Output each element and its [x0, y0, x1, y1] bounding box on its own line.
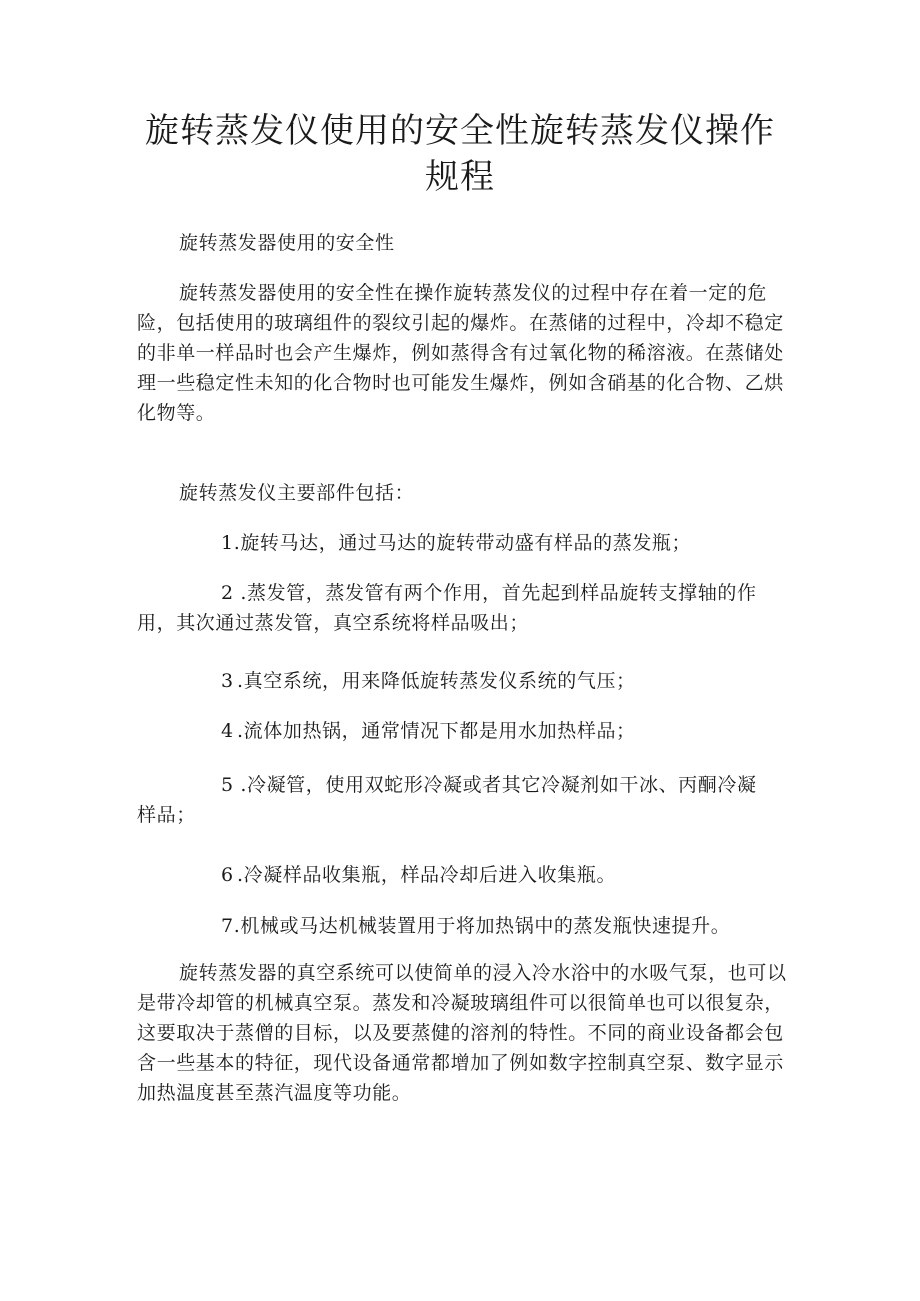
list-item: [137, 716, 789, 746]
list-item: [137, 666, 789, 696]
parts-heading: 旋转蒸发仪主要部件包括：: [179, 482, 415, 504]
list-item-number: 2 .: [221, 582, 247, 604]
document-title: 旋转蒸发仪使用的安全性旋转蒸发仪操作规程: [145, 111, 775, 197]
list-item-number: 3: [221, 670, 234, 692]
intro-paragraph: 旋转蒸发器使用的安全性在操作旋转蒸发仪的过程中存在着一定的危险，包括使用的玻璃组件的裂纹引起的爆炸。在蒸储的过程中，冷却不稳定的非单一样品时也会产生爆炸，例如蒸得含有过氧化物的稀溶液。在蒸储处理一些稳定性未知的化合物时也可能发生爆炸，例如含硝基的化合物、乙烘化物等。: [137, 282, 784, 424]
list-item: [137, 578, 789, 638]
list-item-text: 冷凝管，使用双蛇形冷凝或者其它冷凝剂如干冰、丙酮冷凝样品；: [137, 774, 757, 826]
list-item-text: .冷凝样品收集瓶，样品冷却后进入收集瓶。: [237, 864, 617, 886]
list-item-number: 7.: [221, 915, 241, 937]
list-item-text: .真空系统，用来降低旋转蒸发仪系统的气压；: [237, 670, 636, 692]
list-item-text: 机械或马达机械装置用于将加热锅中的蒸发瓶快速提升。: [240, 915, 731, 937]
section-heading: 旋转蒸发器使用的安全性: [179, 232, 395, 254]
list-item: [137, 528, 789, 558]
list-item-number: 5 .: [221, 774, 247, 796]
list-item-text: 旋转马达，通过马达的旋转带动盛有样品的蒸发瓶；: [240, 532, 692, 554]
list-item: [137, 911, 789, 941]
list-item-number: 4: [221, 720, 234, 742]
list-item: [137, 860, 789, 890]
list-item-number: 1.: [221, 532, 241, 554]
list-item-number: 6: [221, 864, 234, 886]
list-item-text: .流体加热锅，通常情况下都是用水加热样品；: [237, 720, 636, 742]
closing-paragraph: 旋转蒸发器的真空系统可以使简单的浸入冷水浴中的水吸气泵，也可以是带冷却管的机械真空泵。蒸发和冷凝玻璃组件可以很简单也可以很复杂，这要取决于蒸僧的目标，以及要蒸健的溶剂的特性。不同的商业设备都会包含一些基本的特征，现代设备通常都增加了例如数字控制真空泵、数字显示加热温度甚至蒸汽温度等功能。: [137, 962, 787, 1104]
list-item-text: 蒸发管，蒸发管有两个作用，首先起到样品旋转支撑轴的作用，其次通过蒸发管，真空系统将样品吸出；: [137, 582, 757, 634]
list-item: [137, 770, 762, 830]
